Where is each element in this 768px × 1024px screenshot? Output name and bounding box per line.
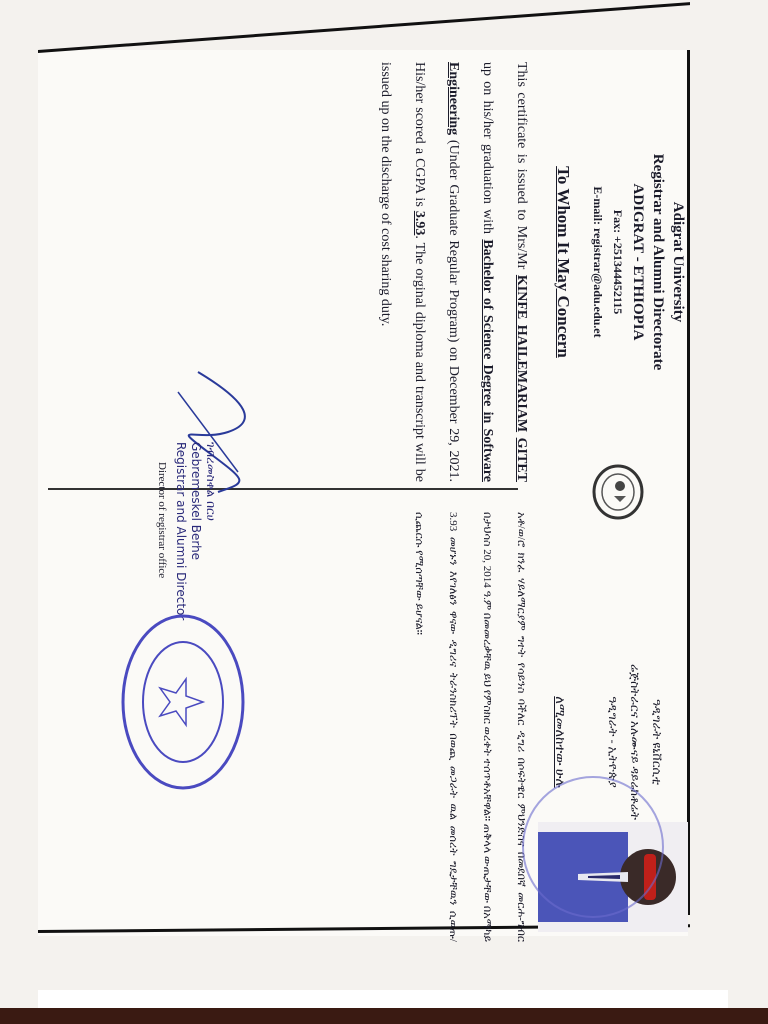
english-title: To Whom It May Concern [554, 166, 573, 358]
column-divider [48, 488, 518, 490]
university-logo-icon [588, 462, 648, 522]
amharic-title: ለሚመለከተው ሁሉ [553, 696, 568, 788]
amharic-header-line-3: ዓዲግራት - ኢትዮጵያ [606, 696, 620, 788]
amharic-header-line-2: ሬጅስትራርና አሉሙናይ ዳይሬክቶሬት [628, 663, 642, 820]
university-name: Adigrat University [670, 201, 686, 323]
signatory-title: Director of registrar office [156, 462, 168, 579]
english-header [588, 62, 688, 462]
amharic-header-line-1: ዓዲግራት ዩኒቨርሲቲ [650, 698, 664, 786]
fax-line: Fax: +251344452115 [611, 209, 625, 315]
cgpa-value: 3.93 [412, 210, 427, 236]
graduate-surname: GITET [514, 437, 529, 483]
photo-stamp [518, 762, 688, 932]
signatory-name: Gebremeskel Berhe [189, 442, 203, 561]
background-strip [0, 1008, 768, 1024]
official-stamp [118, 612, 248, 792]
top-border-line [38, 2, 690, 53]
amharic-body: አቶ/ወ/ሮ ክንፈ ሃይለማርያም ግተት የሳይንስ ባችለር ዲግሪ በሶፍትዌር ምህንድስና በመደበኛ መርሐ-ግብር በታህሳስ 20, 2014 ዓ.ም በመመረቃቸዉ ይህ የምስክር ወረቀት ተሰጥቶአቸዋል። ጠቅላላ ውጤታቸው በአማካይ 3.93 መሆኑን እየገለፅን ዋናው ዲግሪና ትራንስክሪፕት በወጪ መጋራት ዉል መሰረት ግዴታቸዉን ሲወጡ/ሲጨርሱ የሚሰጣቸው ይሆናል። [413, 512, 527, 942]
location-line: ADIGRAT - ETHIOPIA [630, 183, 646, 341]
degree-name: Bachelor of Science Degree in Software Engineering [446, 62, 495, 482]
english-section [48, 62, 688, 502]
directorate-name: Registrar and Alumni Directorate [650, 153, 666, 371]
graduate-name: KINFE HAILEMARIAM [514, 274, 529, 433]
email-line: E-mail: registrar@adu.edu.et [591, 186, 605, 338]
signatory-role-line: Registrar and Alumni Director [174, 442, 188, 621]
paper-edge [38, 990, 728, 1008]
signatory-name-amharic: ገብረመስቀል በርሀ [204, 442, 218, 521]
english-body: This certificate is issued to Mrs/Mr KINFE HAILEMARIAM GITET up on his/her graduation with Bachelor of Science Degree in Software Engineering (Under Graduate Regular Program) on December 29, 2021. His/her scored a CGPA is 3.93. The orginal diploma and transcript will be issued up on the discharge of cost sharing duty. [378, 62, 529, 483]
rotated-certificate-content [48, 62, 688, 942]
